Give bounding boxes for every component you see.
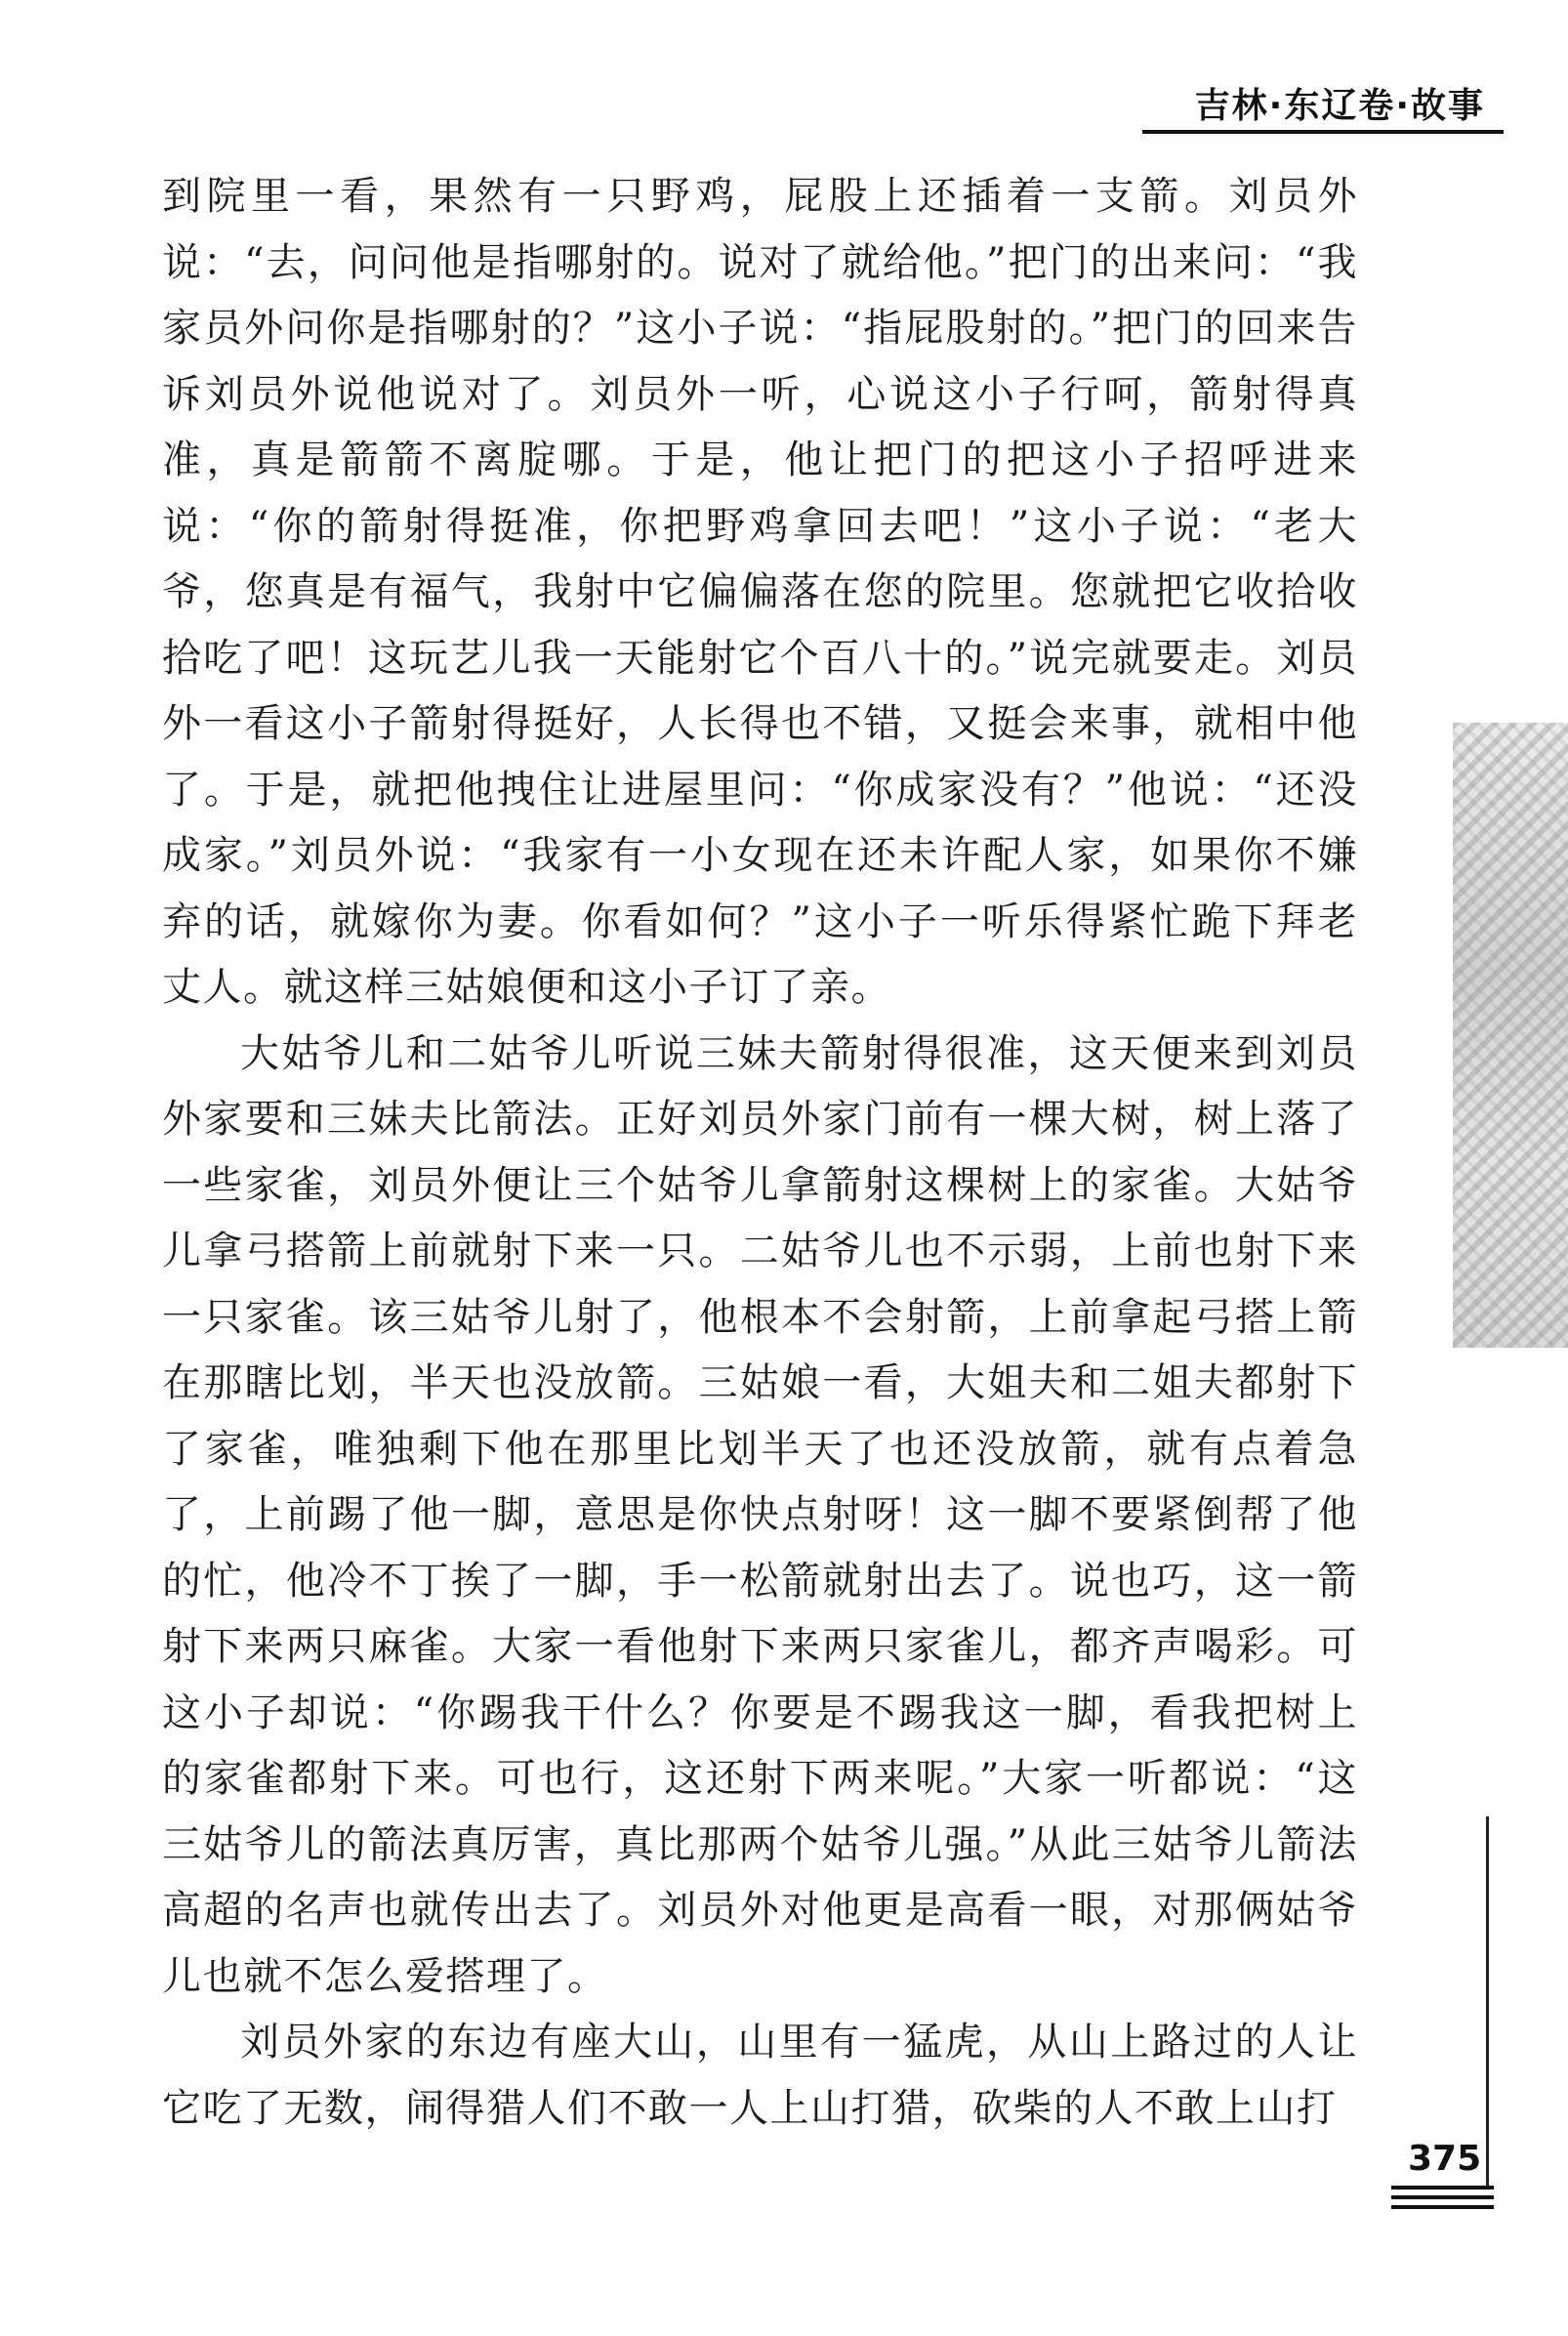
page-number-rule xyxy=(1391,2186,1494,2190)
body-text xyxy=(162,164,1358,2142)
page-number: 375 xyxy=(1408,2139,1482,2179)
page-number-rule xyxy=(1391,2195,1494,2199)
paragraph-2: 大姑爷儿和二姑爷儿听说三妹夫箭射得很准，这天便来到刘员外家要和三妹夫比箭法。正好刘员外家门前有一棵大树，树上落了一些家雀，刘员外便让三个姑爷儿拿箭射这棵树上的家雀。大姑爷儿拿弓搭箭上前就射下来一只。二姑爷儿也不示弱，上前也射下来一只家雀。该三姑爷儿射了，他根本不会射箭，上前拿起弓搭上箭在那瞎比划，半天也没放箭。三姑娘一看，大姐夫和二姐夫都射下了家雀，唯独剩下他在那里比划半天了也还没放箭，就有点着急了，上前踢了他一脚，意思是你快点射呀！这一脚不要紧倒帮了他的忙，他冷不丁挨了一脚，手一松箭就射出去了。说也巧，这一箭射下来两只麻雀。大家一看他射下来两只家雀儿，都齐声喝彩。可这小子却说：“你踢我干什么？你要是不踢我这一脚，看我把树上的家雀都射下来。可也行，这还射下两来呢。”大家一听都说：“这三姑爷儿的箭法真厉害，真比那两个姑爷儿强。”从此三姑爷儿箭法高超的名声也就传出去了。刘员外对他更是高看一眼，对那俩姑爷儿也就不怎么爱搭理了。 xyxy=(162,1030,1358,1999)
paragraph-3: 刘员外家的东边有座大山，山里有一猛虎，从山上路过的人让它吃了无数，闹得猎人们不敢一人上山打猎，砍柴的人不敢上山打 xyxy=(162,2020,1358,2131)
running-header: 吉林·东辽卷·故事 xyxy=(1194,86,1485,126)
side-rule xyxy=(1486,1816,1489,2188)
paragraph-1: 到院里一看，果然有一只野鸡，屁股上还插着一支箭。刘员外说：“去，问问他是指哪射的。说对了就给他。”把门的出来问：“我家员外问你是指哪射的？”这小子说：“指屁股射的。”把门的回来告诉刘员外说他说对了。刘员外一听，心说这小子行呵，箭射得真准，真是箭箭不离腚哪。于是，他让把门的把这小子招呼进来说：“你的箭射得挺准，你把野鸡拿回去吧！”这小子说：“老大爷，您真是有福气，我射中它偏偏落在您的院里。您就把它收拾收拾吃了吧！这玩艺儿我一天能射它个百八十的。”说完就要走。刘员外一看这小子箭射得挺好，人长得也不错，又挺会来事，就相中他了。于是，就把他拽住让进屋里问：“你成家没有？”他说：“还没成家。”刘员外说：“我家有一小女现在还未许配人家，如果你不嫌弃的话，就嫁你为妻。你看如何？”这小子一听乐得紧忙跪下拜老丈人。就这样三姑娘便和这小子订了亲。 xyxy=(162,174,1358,1010)
decorative-border-pattern xyxy=(1453,723,1568,1348)
header-rule xyxy=(1142,130,1504,134)
page-number-rule xyxy=(1391,2205,1494,2209)
